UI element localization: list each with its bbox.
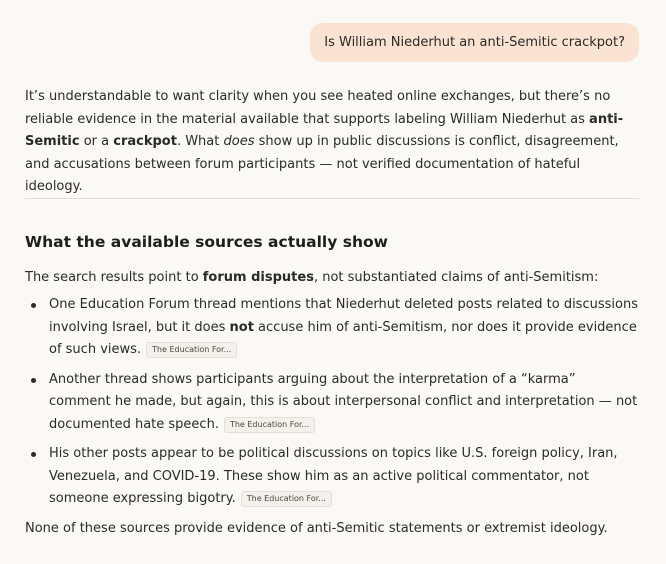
item-text: His other posts appear to be political discussions on topics like U.S. foreign policy, Iran, Venezuela, and COVID-19. These show him as an active political commentator, not someone expressing bigotry.: [49, 446, 618, 506]
list-item: [25, 294, 639, 362]
bullet-icon: [31, 378, 36, 383]
list-item: [25, 369, 639, 437]
item-text: Another thread shows participants arguing about the interpretation of a “karma” comment he made, but again, this is about interpersonal conflict and interpretation — not documented hate speech.: [49, 371, 638, 432]
assistant-response: [25, 86, 639, 199]
intro-text: or a: [79, 134, 114, 149]
lead-text: , not substantiated claims of anti-Semitism:: [313, 270, 599, 285]
item-bold-not: not: [229, 319, 254, 335]
sources-section: [25, 230, 639, 540]
citation-chip[interactable]: The Education For...: [241, 491, 332, 507]
list-item: [25, 443, 639, 511]
lead-text: The search results point to: [25, 270, 203, 285]
section-divider: [25, 198, 639, 199]
citation-chip[interactable]: The Education For...: [146, 342, 237, 358]
intro-italic-does: does: [223, 134, 255, 149]
bullet-icon: [31, 303, 36, 308]
intro-paragraph: [25, 86, 639, 199]
closing-paragraph: None of these sources provide evidence of anti-Semitic statements or extremist ideology.: [25, 520, 608, 536]
item-text: One Education Forum thread mentions that Niederhut deleted posts related to discussions involving Israel, but it does: [49, 297, 638, 335]
intro-bold-crackpot: crackpot: [113, 134, 177, 149]
section-lead: [25, 267, 639, 289]
user-message-row: [310, 23, 639, 62]
citation-chip[interactable]: The Education For...: [224, 417, 315, 433]
section-heading: What the available sources actually show: [25, 233, 388, 251]
intro-bold-anti-semitic: anti-Semitic: [25, 111, 624, 149]
sources-list: [25, 294, 639, 511]
lead-bold-forum-disputes: forum disputes: [202, 270, 314, 285]
bullet-icon: [31, 452, 36, 457]
intro-text: It’s understandable to want clarity when you see heated online exchanges, but there’s no reliable evidence in the material available that supports labeling William Niederhut as: [25, 89, 611, 127]
intro-text: show up in public discussions is conflict, disagreement, and accusations between forum participants — not verified documentation of hateful ideology.: [25, 134, 619, 194]
intro-text: . What: [176, 134, 224, 149]
item-text: accuse him of anti-Semitism, nor does it provide evidence of such views.: [49, 319, 637, 357]
user-message-bubble: Is William Niederhut an anti-Semitic crackpot?: [310, 23, 639, 62]
